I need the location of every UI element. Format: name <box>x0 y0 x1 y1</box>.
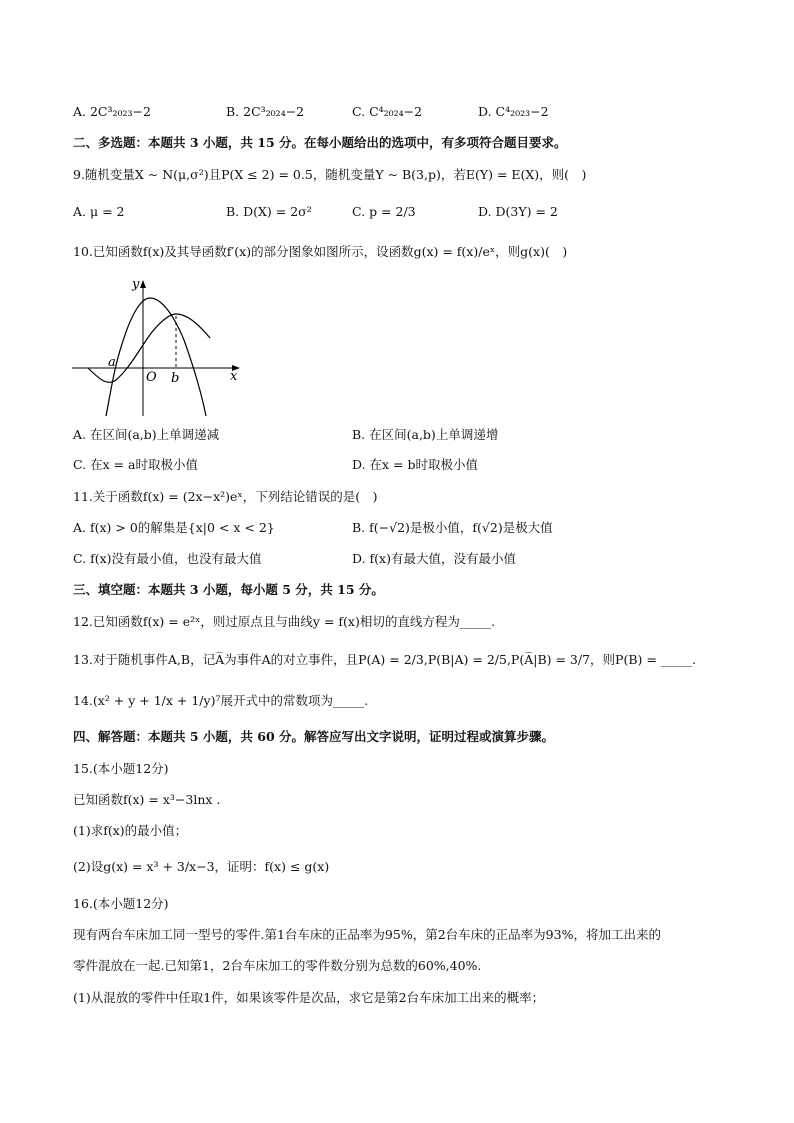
q15-part2: (2)设g(x) = x³ + 3/x−3，证明：f(x) ≤ g(x) <box>73 859 330 874</box>
label-origin: O <box>146 370 157 385</box>
q16-stem-line2: 零件混放在一起.已知第1，2台车床加工的零件数分别为总数的60%,40%. <box>73 958 482 973</box>
q9-option-d: D. D(3Y) = 2 <box>478 204 558 219</box>
q11-stem: 11.关于函数f(x) = (2x−x²)eˣ，下列结论错误的是( ) <box>73 489 378 504</box>
q8-option-a: A. 2C³₂₀₂₃−2 <box>73 104 151 119</box>
q8-option-d: D. C⁴₂₀₂₃−2 <box>478 104 549 119</box>
q10-stem: 10.已知函数f(x)及其导函数f′(x)的部分图象如图所示，设函数g(x) = f(x)/eˣ，则g(x)( ) <box>73 244 568 259</box>
section-heading-multiple-choice: 二、多选题：本题共 3 小题，共 15 分。在每小题给出的选项中，有多项符合题目要求。 <box>73 135 567 150</box>
y-axis-arrow <box>140 280 146 288</box>
q8-option-b: B. 2C³₂₀₂₄−2 <box>226 104 305 119</box>
q10-option-c: C. 在x = a时取极小值 <box>73 457 198 472</box>
q9-option-b: B. D(X) = 2σ² <box>226 204 312 219</box>
q16-part1: (1)从混放的零件中任取1件，如果该零件是次品，求它是第2台车床加工出来的概率； <box>73 990 545 1005</box>
section-heading-fill-in: 三、填空题：本题共 3 小题，每小题 5 分，共 15 分。 <box>73 582 384 597</box>
y-axis-label: y <box>132 277 140 292</box>
q11-option-a: A. f(x) > 0的解集是{x|0 < x < 2} <box>73 520 275 535</box>
q15-stem: 已知函数f(x) = x³−3lnx . <box>73 792 221 807</box>
q15-part1: (1)求f(x)的最小值； <box>73 823 188 838</box>
f-prime-curve <box>106 298 206 416</box>
q15-header: 15.(本小题12分) <box>73 761 169 776</box>
q16-stem-line1: 现有两台车床加工同一型号的零件.第1台车床的正品率为95%，第2台车床的正品率为93%，将加工出来的 <box>73 927 661 942</box>
label-b: b <box>171 371 180 386</box>
section-heading-solutions: 四、解答题：本题共 5 小题，共 60 分。解答应写出文字说明，证明过程或演算步骤。 <box>73 729 555 744</box>
q11-option-b: B. f(−√2)是极小值，f(√2)是极大值 <box>352 520 553 535</box>
q9-option-c: C. p = 2/3 <box>352 204 416 219</box>
q11-option-d: D. f(x)有最大值，没有最小值 <box>352 551 516 566</box>
q16-header: 16.(本小题12分) <box>73 896 169 911</box>
q12-stem: 12.已知函数f(x) = e²ˣ，则过原点且与曲线y = f(x)相切的直线方程为_____. <box>73 614 496 629</box>
q13-stem: 13.对于随机事件A,B，记A̅为事件A的对立事件，且P(A) = 2/3,P(B|A) = 2/5,P(A̅|B) = 3/7，则P(B) = _____. <box>73 652 697 667</box>
q14-stem: 14.(x² + y + 1/x + 1/y)⁷展开式中的常数项为_____. <box>73 693 369 708</box>
x-axis-label: x <box>230 369 238 384</box>
q9-option-a: A. μ = 2 <box>73 204 125 219</box>
q10-option-d: D. 在x = b时取极小值 <box>352 457 478 472</box>
q8-option-c: C. C⁴₂₀₂₄−2 <box>352 104 423 119</box>
q9-stem: 9.随机变量X ∼ N(μ,σ²)且P(X ≤ 2) = 0.5，随机变量Y ∼ B(3,p)，若E(Y) = E(X)，则( ) <box>73 167 587 182</box>
function-graph <box>70 276 250 421</box>
q10-option-a: A. 在区间(a,b)上单调递减 <box>73 427 220 442</box>
q11-option-c: C. f(x)没有最小值，也没有最大值 <box>73 551 262 566</box>
label-a: a <box>108 355 116 370</box>
q10-option-b: B. 在区间(a,b)上单调递增 <box>352 427 499 442</box>
